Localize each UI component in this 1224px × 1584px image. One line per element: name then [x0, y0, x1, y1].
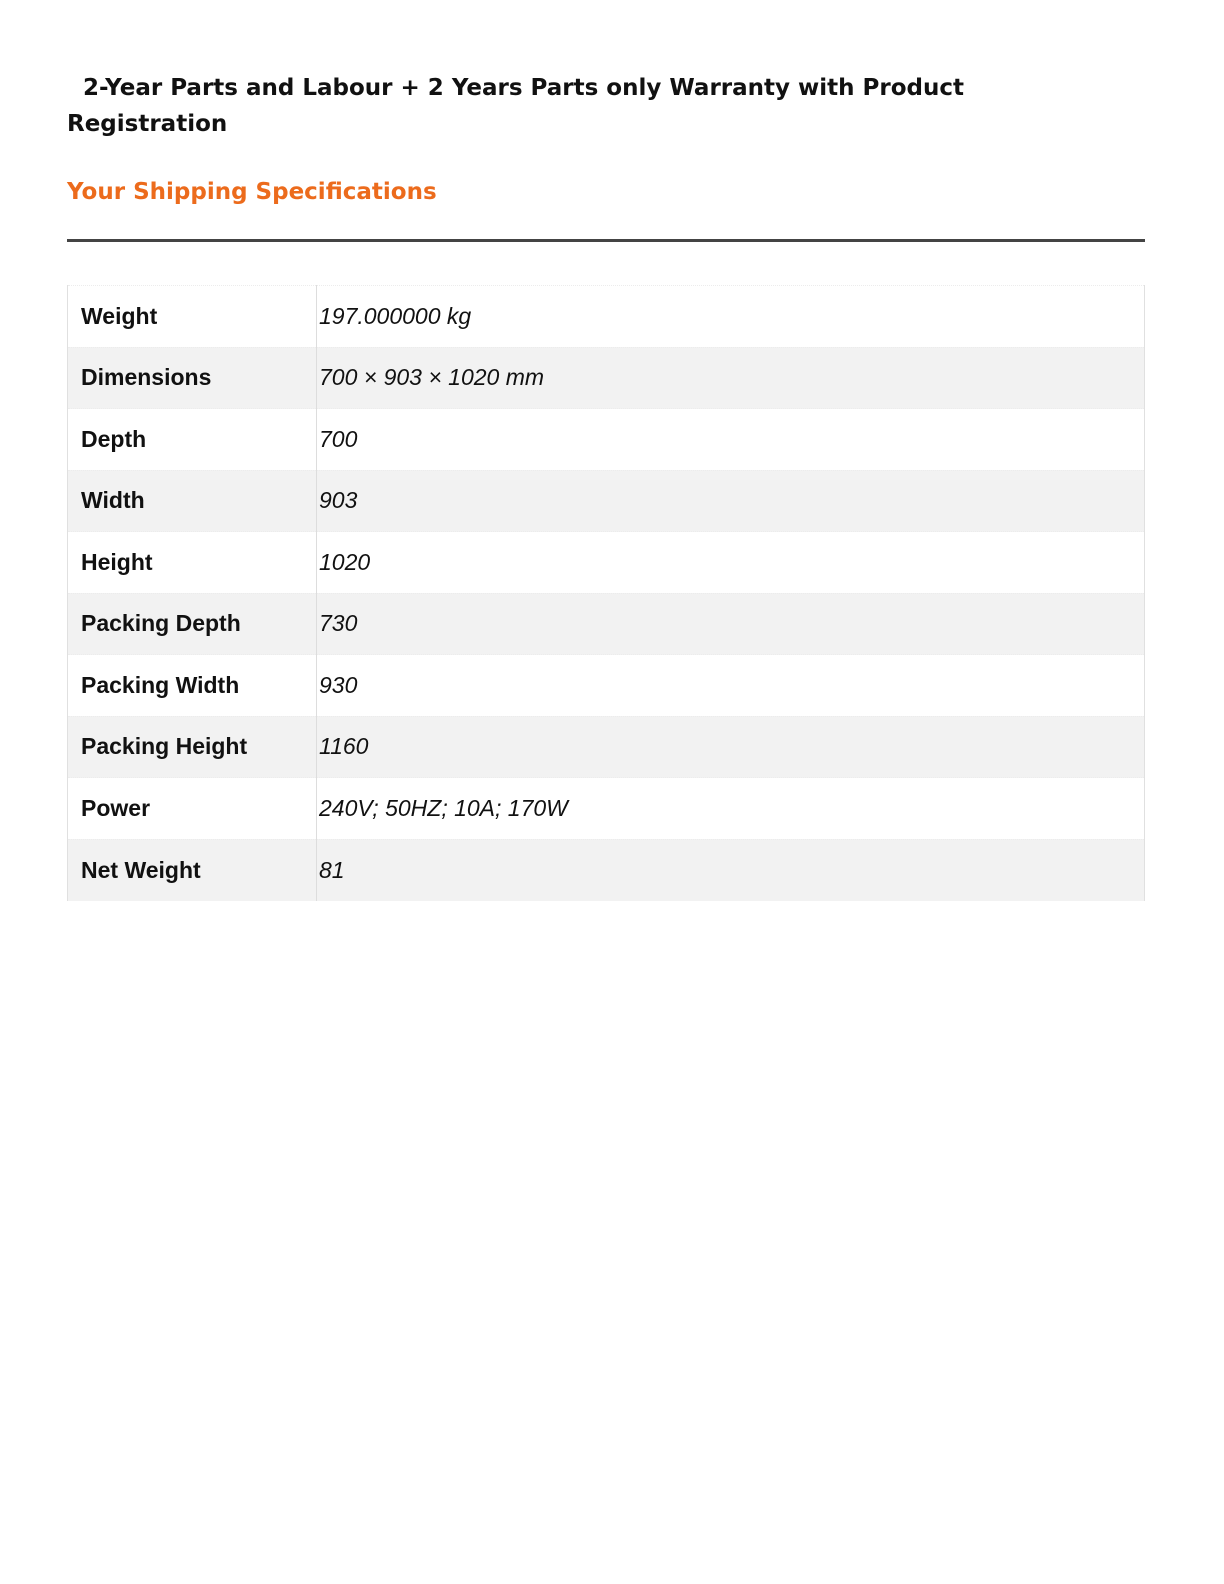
table-row	[68, 655, 1145, 717]
spec-label: Packing Height	[68, 716, 317, 778]
spec-value: 730	[317, 593, 1145, 655]
spec-label: Power	[68, 778, 317, 840]
table-row	[68, 286, 1145, 348]
spec-label: Packing Depth	[68, 593, 317, 655]
spec-label: Packing Width	[68, 655, 317, 717]
spec-value: 700	[317, 409, 1145, 471]
table-row	[68, 593, 1145, 655]
section-divider	[67, 239, 1145, 242]
spec-label: Weight	[68, 286, 317, 348]
table-row	[68, 778, 1145, 840]
spec-label: Height	[68, 532, 317, 594]
table-row	[68, 716, 1145, 778]
spec-value: 240V; 50HZ; 10A; 170W	[317, 778, 1145, 840]
table-row	[68, 470, 1145, 532]
spec-label: Depth	[68, 409, 317, 471]
spec-value: 1160	[317, 716, 1145, 778]
spec-value: 197.000000 kg	[317, 286, 1145, 348]
spec-value: 930	[317, 655, 1145, 717]
table-row	[68, 409, 1145, 471]
table-row	[68, 347, 1145, 409]
spec-value: 81	[317, 839, 1145, 901]
spec-label: Width	[68, 470, 317, 532]
spec-value: 903	[317, 470, 1145, 532]
section-title: Your Shipping Specifications	[67, 179, 437, 205]
table-row	[68, 532, 1145, 594]
warranty-heading: 2-Year Parts and Labour + 2 Years Parts only Warranty with Product Registration	[67, 75, 973, 137]
spec-value: 1020	[317, 532, 1145, 594]
spec-value: 700 × 903 × 1020 mm	[317, 347, 1145, 409]
spec-label: Net Weight	[68, 839, 317, 901]
spec-label: Dimensions	[68, 347, 317, 409]
spec-table	[67, 285, 1145, 901]
table-row	[68, 839, 1145, 901]
